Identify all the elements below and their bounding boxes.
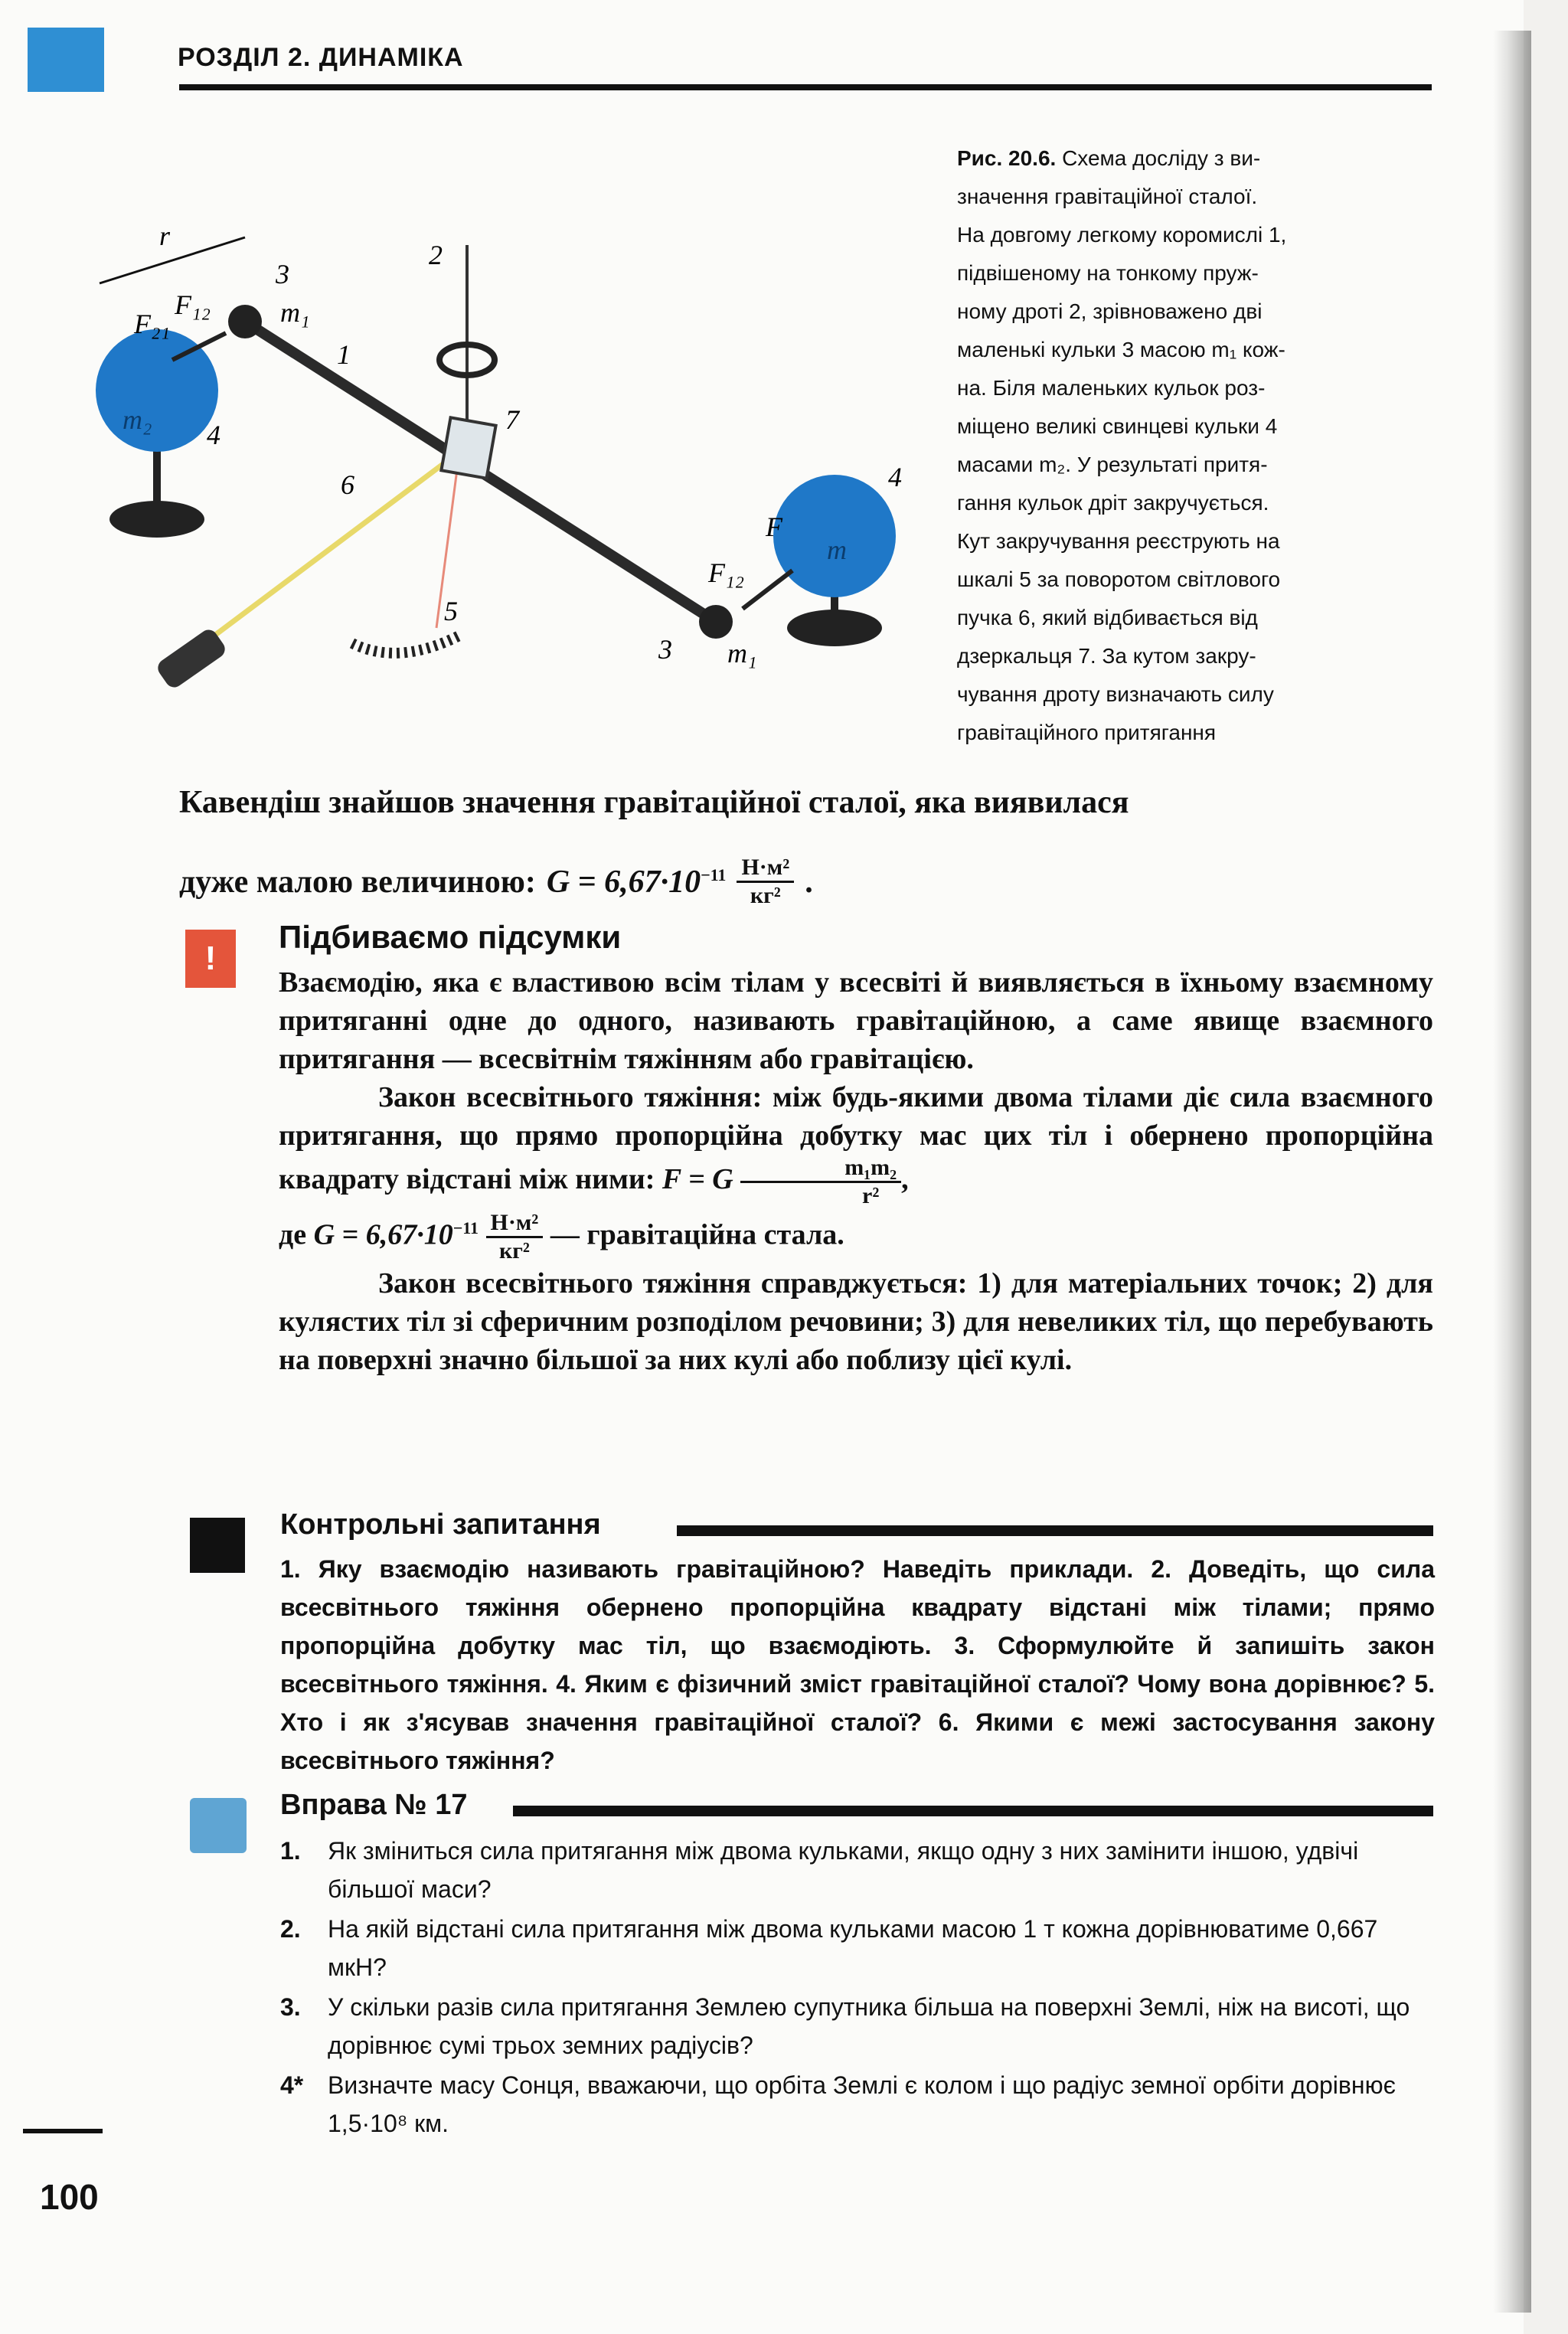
small-ball-left	[228, 305, 262, 338]
label-7: 7	[505, 404, 519, 435]
mirror	[441, 417, 495, 478]
caption-line: дзеркальця 7. За кутом закру-	[957, 644, 1256, 668]
stand-base-left	[109, 501, 204, 538]
summary-body	[279, 963, 1433, 1379]
label-m2b: m	[827, 534, 847, 565]
exercise-title: Вправа № 17	[280, 1789, 468, 1821]
page-edge-shadow	[1493, 31, 1531, 2313]
exercise-icon	[190, 1798, 247, 1853]
unit-fraction: $\frac{\text{Н·м²}}{\text{кг²}}$	[486, 1210, 544, 1264]
label-5: 5	[444, 596, 458, 626]
caption-line: ному дроті 2, зрівноважено дві	[957, 299, 1263, 323]
label-F12b: F₁₂	[708, 557, 745, 588]
caption-line: маленькі кульки 3 масою m₁ кож-	[957, 338, 1285, 361]
exercise-rule	[513, 1806, 1433, 1816]
cavendish-diagram	[77, 199, 934, 750]
caption-bold: Рис. 20.6.	[957, 146, 1057, 170]
scale-5	[352, 636, 459, 653]
caption-line: пучка 6, який відбивається від	[957, 606, 1258, 629]
light-beam	[184, 452, 459, 659]
figure-caption	[957, 139, 1432, 752]
distance-r-line	[100, 237, 245, 283]
caption-line: масами m₂. У результаті притя-	[957, 453, 1268, 476]
label-F21b: F	[766, 512, 782, 542]
law-fraction: $\frac{\text{m₁m₂}}{\text{r²}}$	[740, 1155, 901, 1209]
exercise-item: 2. На якій відстані сила притягання між двома кульками масою 1 т кожна дорівнюватиме 0,667 мкН?	[280, 1915, 1378, 1981]
summary-paragraph: де $G = 6,67\cdot 10^{-11}$ $\frac{\text{Н·м²}}{\text{кг²}}$ — гравітаційна стала.	[279, 1210, 844, 1264]
intro-prefix: дуже малою величиною:	[179, 864, 536, 900]
caption-line: Схема досліду з ви-	[1062, 146, 1261, 170]
stand-base-right	[787, 610, 882, 646]
exclamation-icon: !	[185, 930, 236, 988]
caption-line: чування дроту визначають силу	[957, 682, 1274, 706]
label-r: r	[159, 221, 171, 251]
summary-paragraph: Закон всесвітнього тяжіння: між будь-якими двома тілами діє сила взаємного притягання, що прямо пропорційна добутку мас цих тіл і обернено пропорційна квадрату відстані між ними: F = G $\frac{\text{m₁m₂}}{\text{r²}}$ ,	[279, 1081, 1433, 1208]
questions-text: 1. Яку взаємодію називають гравітаційною? Наведіть приклади. 2. Доведіть, що сила всесвітнього тяжіння обернено пропорційна квадрату відстані між тілами; прямо пропорційна добутку мас тіл, що взаємодіють. 3. Сформулюйте й запишіть закон всесвітнього тяжіння. 4. Яким є фізичний зміст гравітаційної сталої? Чому вона дорівнює? 5. Хто і як з'ясував значення гравітаційної сталої? 6. Якими є межі застосування закону всесвітнього тяжіння?	[280, 1555, 1435, 1774]
label-6: 6	[341, 469, 354, 500]
intro-end: .	[805, 864, 813, 900]
caption-line: Кут закручування реєструють на	[957, 529, 1280, 553]
summary-paragraph: Закон всесвітнього тяжіння справджується: 1) для матеріальних точок; 2) для кулястих тіл зі сферичним розподілом речовини; 3) для невеликих тіл, що перебувають на поверхні значно більшої за них кулі або поблизу цієї кулі.	[279, 1267, 1433, 1377]
summary-title: Підбиваємо підсумки	[279, 919, 622, 955]
label-3a: 3	[276, 259, 289, 289]
G-value: $G = 6,67\cdot 10^{-11}$	[546, 864, 727, 900]
caption-line: міщено великі свинцеві кульки 4	[957, 414, 1278, 438]
label-3b: 3	[658, 634, 672, 665]
label-4b: 4	[888, 462, 902, 492]
page-number: 100	[40, 2177, 99, 2217]
caption-line: підвішеному на тонкому пруж-	[957, 261, 1259, 285]
chapter-header: РОЗДІЛ 2. ДИНАМІКА	[178, 43, 464, 72]
exercise-item: 1. Як зміниться сила притягання між двома кульками, якщо одну з них замінити іншою, удвічі більшої маси?	[280, 1837, 1359, 1903]
label-F12a: F₁₂	[175, 289, 211, 320]
questions-icon	[190, 1518, 245, 1573]
summary-paragraph: Взаємодію, яка є властивою всім тілам у всесвіті й виявляється в їхньому взаємному притяганні одне до одного, називають гравітаційною, а саме явище взаємного притягання — всесвітнім тяжінням або гравітацією.	[279, 966, 1433, 1075]
caption-line: На довгому легкому коромислі 1,	[957, 223, 1287, 247]
exercise-list	[280, 1832, 1435, 2144]
caption-line: гравітаційного притягання	[957, 721, 1217, 744]
unit-numerator: Н·м²	[737, 855, 794, 883]
label-1: 1	[337, 339, 351, 370]
exercise-item: 3. У скільки разів сила притягання Землею супутника більша на поверхні Землі, ніж на висоті, що дорівнює сумі трьох земних радіусів?	[280, 1993, 1410, 2059]
intro-formula	[179, 855, 813, 909]
light-source	[155, 626, 229, 691]
intro-line: Кавендіш знайшов значення гравітаційної сталої, яка виявилася	[179, 785, 1129, 820]
small-ball-right	[699, 605, 733, 639]
unit-denominator: кг²	[750, 883, 781, 908]
label-m1a: m₁	[280, 297, 310, 328]
exercise-item: 4* Визначте масу Сонця, вважаючи, що орбіта Землі є колом і що радіус земної орбіти дорівнює 1,5·10⁸ км.	[280, 2071, 1396, 2137]
questions-rule	[677, 1525, 1433, 1536]
label-F21: F₂₁	[134, 309, 171, 339]
law-formula: F = G	[662, 1163, 733, 1196]
caption-line: гання кульок дріт закручується.	[957, 491, 1269, 515]
footer-rule	[23, 2129, 103, 2133]
label-m2a: m₂	[122, 404, 152, 435]
caption-line: значення гравітаційної сталої.	[957, 185, 1258, 208]
unit-fraction	[737, 855, 794, 909]
header-rule	[179, 84, 1432, 90]
label-m1b: m₁	[727, 638, 757, 668]
caption-line: на. Біля маленьких кульок роз-	[957, 376, 1266, 400]
label-2: 2	[429, 240, 443, 270]
caption-line: шкалі 5 за поворотом світлового	[957, 567, 1281, 591]
chapter-color-marker	[28, 28, 104, 92]
force-arrow-right	[743, 570, 792, 609]
questions-title: Контрольні запитання	[280, 1509, 601, 1541]
label-4a: 4	[207, 420, 220, 450]
